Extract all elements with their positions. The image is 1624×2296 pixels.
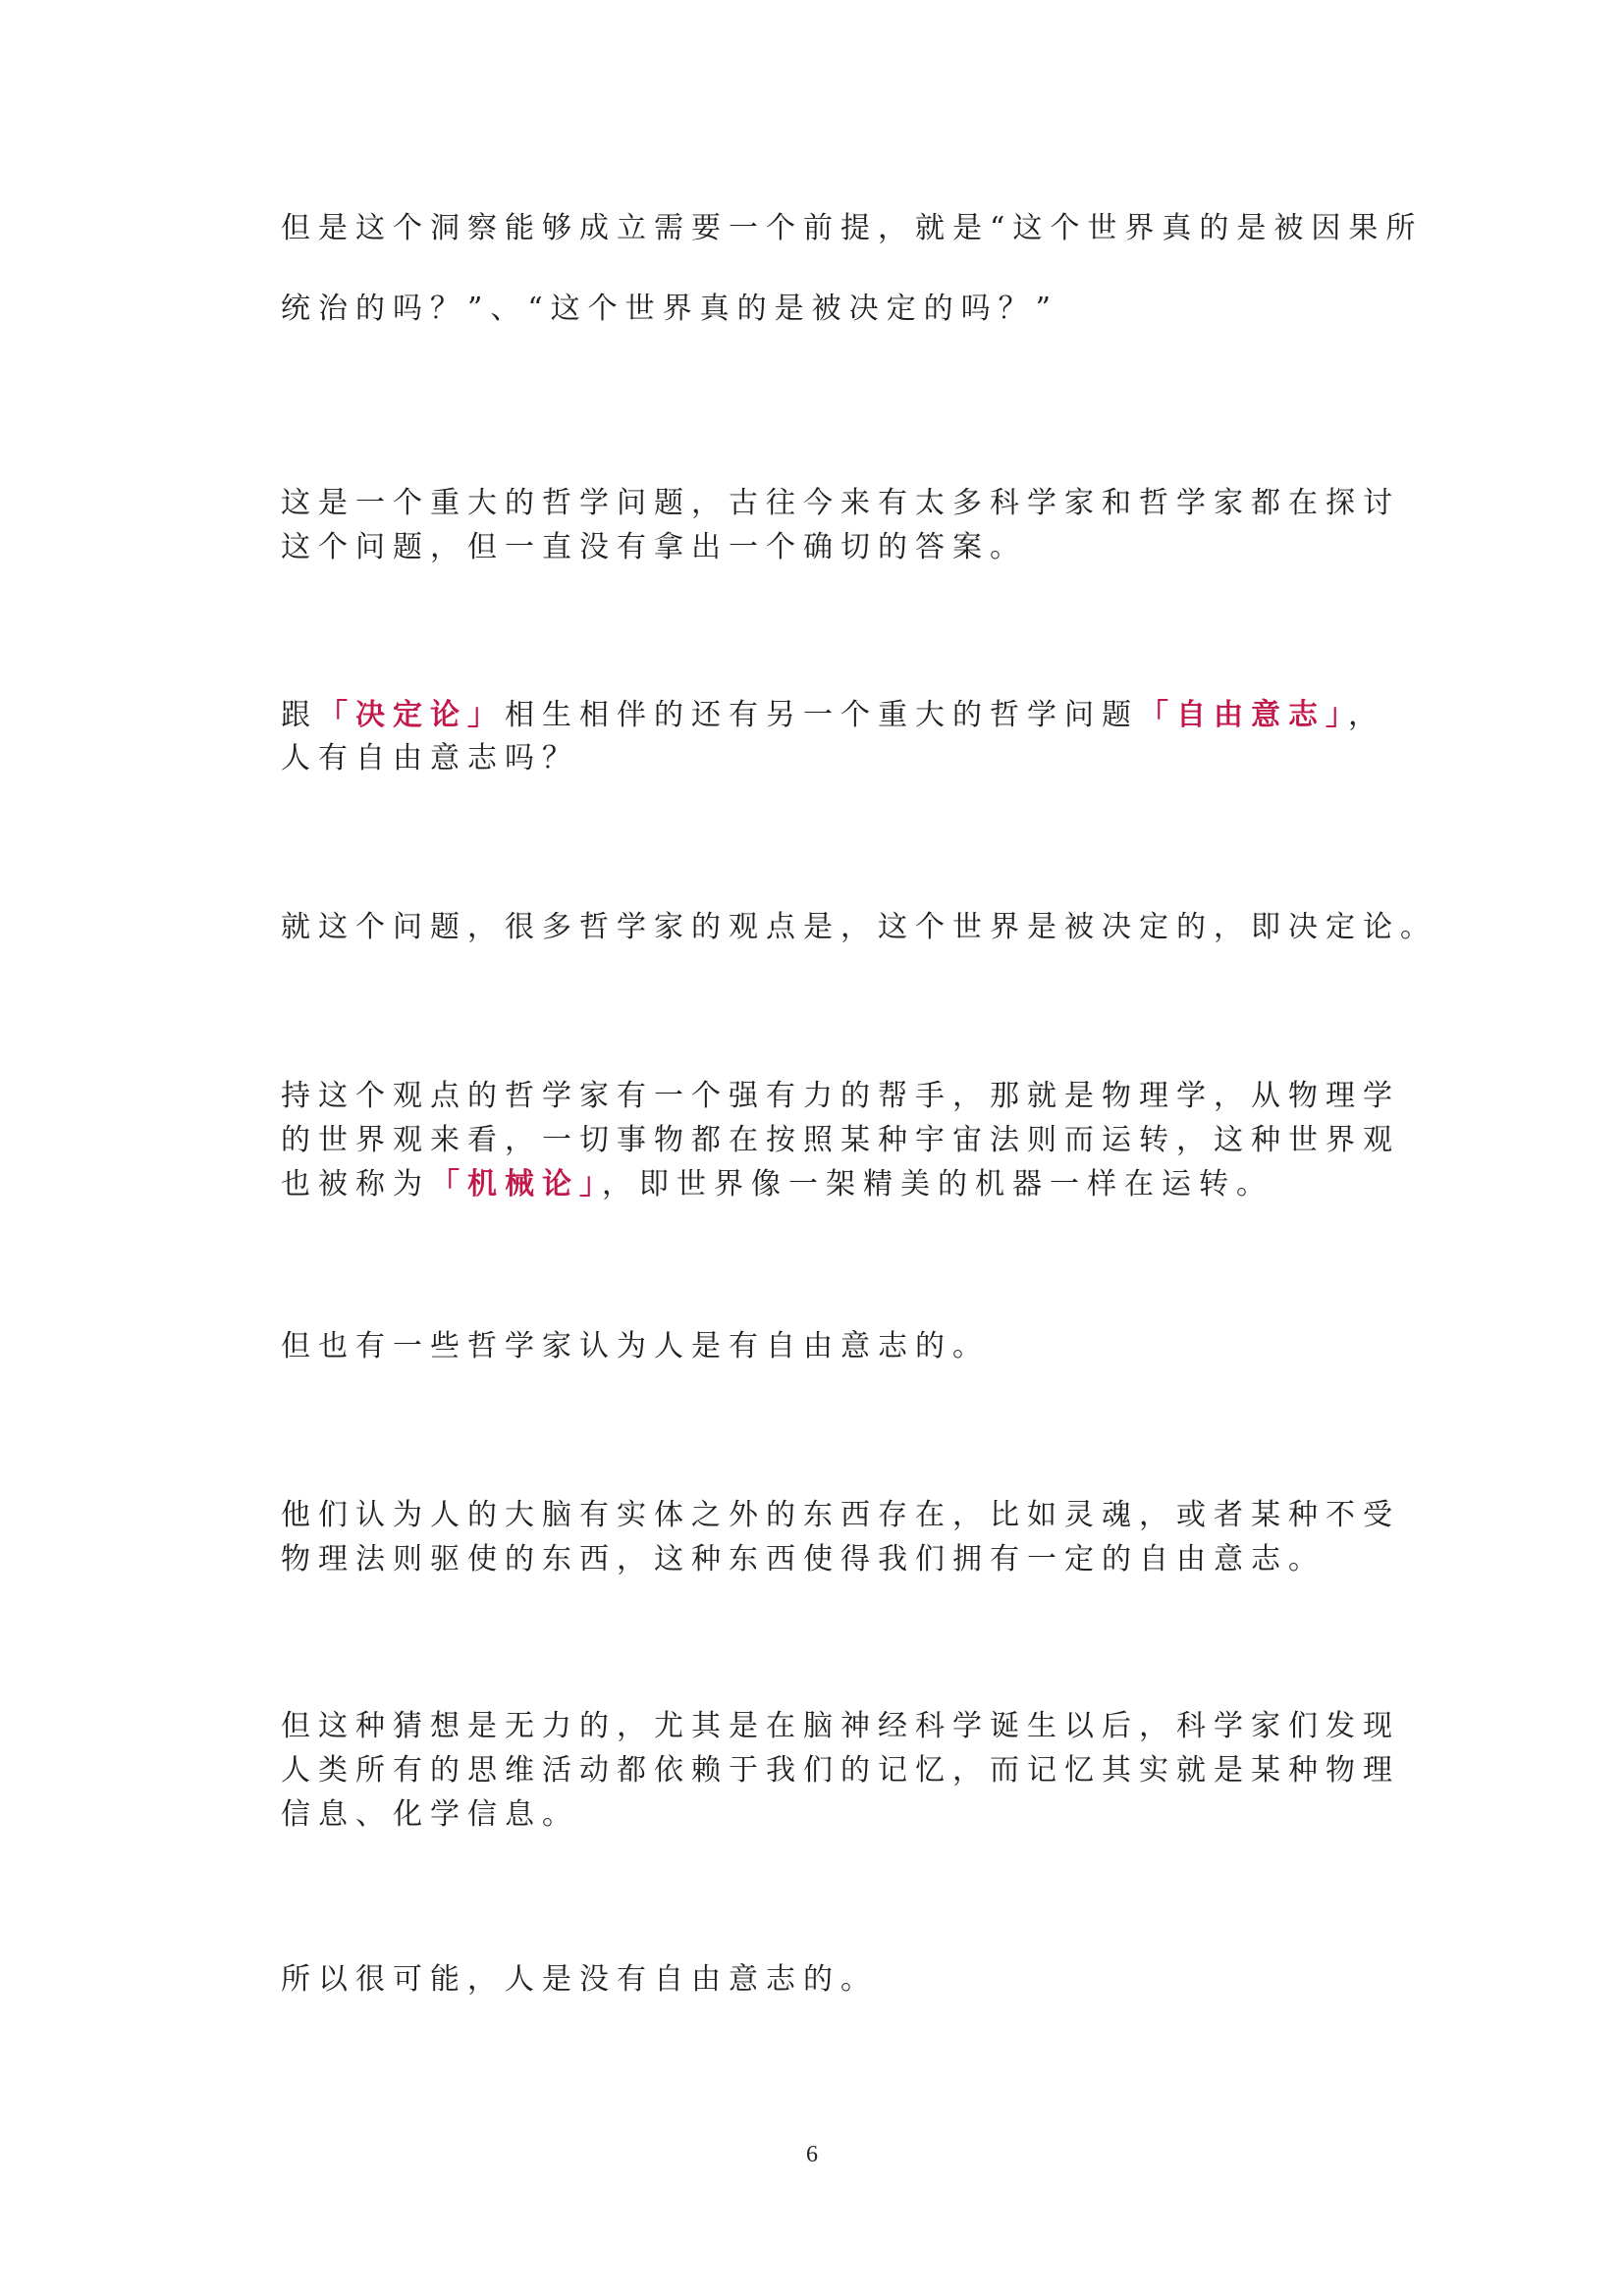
text-run: 所以很可能，人是没有自由意志的。 xyxy=(281,1962,878,1997)
text-run: 物理法则驱使的东西，这种东西使得我们拥有一定的自由意志。 xyxy=(281,1542,1326,1576)
paragraph xyxy=(281,481,1400,569)
paragraph xyxy=(281,693,1385,780)
text-run: 他们认为人的大脑有实体之外的东西存在，比如灵魂，或者某种不受 xyxy=(281,1498,1400,1532)
text-run: 的世界观来看，一切事物都在按照某种宇宙法则而运转，这种世界观 xyxy=(281,1123,1400,1157)
text-run: 信息、化学信息。 xyxy=(281,1797,579,1832)
text-line xyxy=(281,1748,1400,1792)
text-line xyxy=(281,1537,1361,1581)
text-run: ，即世界像一架精美的机器一样在运转。 xyxy=(602,1167,1273,1201)
text-run: 就这个问题，很多哲学家的观点是，这个世界是被决定的，即决定论。 xyxy=(281,910,1437,944)
text-line xyxy=(281,525,1361,569)
text-line xyxy=(281,1493,1400,1537)
paragraph xyxy=(281,1957,1361,2002)
text-run: 但是这个洞察能够成立需要一个前提，就是“这个世界真的是被因果所 xyxy=(281,211,1424,245)
highlighted-term: 「自由意志」 xyxy=(1139,698,1348,732)
paragraph xyxy=(281,1324,1361,1368)
text-line xyxy=(281,206,1424,250)
text-run: 相生相伴的还有另一个重大的哲学问题 xyxy=(505,698,1139,732)
text-run: 统治的吗？”、“这个世界真的是被决定的吗？” xyxy=(281,292,1059,326)
text-line xyxy=(281,736,1361,780)
text-line xyxy=(281,1792,1361,1837)
text-line xyxy=(281,1704,1400,1748)
text-run: 但这种猜想是无力的，尤其是在脑神经科学诞生以后，科学家们发现 xyxy=(281,1709,1400,1743)
text-line xyxy=(281,1118,1400,1162)
text-run: 这个问题，但一直没有拿出一个确切的答案。 xyxy=(281,530,1027,564)
text-run: 也被称为 xyxy=(281,1167,430,1201)
paragraph xyxy=(281,1704,1400,1837)
text-run: 持这个观点的哲学家有一个强有力的帮手，那就是物理学，从物理学 xyxy=(281,1079,1400,1113)
highlighted-term: 「决定论」 xyxy=(318,698,505,732)
paragraph xyxy=(281,1493,1400,1581)
text-line xyxy=(281,481,1400,525)
text-line xyxy=(281,905,1437,949)
text-run: ， xyxy=(1348,698,1385,732)
paragraph xyxy=(281,206,1424,331)
text-run: 但也有一些哲学家认为人是有自由意志的。 xyxy=(281,1329,990,1363)
text-line xyxy=(281,1162,1361,1206)
highlighted-term: 「机械论」 xyxy=(430,1167,602,1201)
paragraph xyxy=(281,1074,1400,1206)
text-line xyxy=(281,693,1385,737)
paragraph xyxy=(281,905,1437,949)
text-line xyxy=(281,1074,1400,1118)
page-number: 6 xyxy=(806,2142,818,2167)
text-line xyxy=(281,287,1361,331)
text-run: 人有自由意志吗？ xyxy=(281,741,579,775)
text-run: 这是一个重大的哲学问题，古往今来有太多科学家和哲学家都在探讨 xyxy=(281,486,1400,520)
text-run: 跟 xyxy=(281,698,318,732)
text-line xyxy=(281,1324,1361,1368)
text-run: 人类所有的思维活动都依赖于我们的记忆，而记忆其实就是某种物理 xyxy=(281,1753,1400,1788)
text-line xyxy=(281,1957,1361,2002)
